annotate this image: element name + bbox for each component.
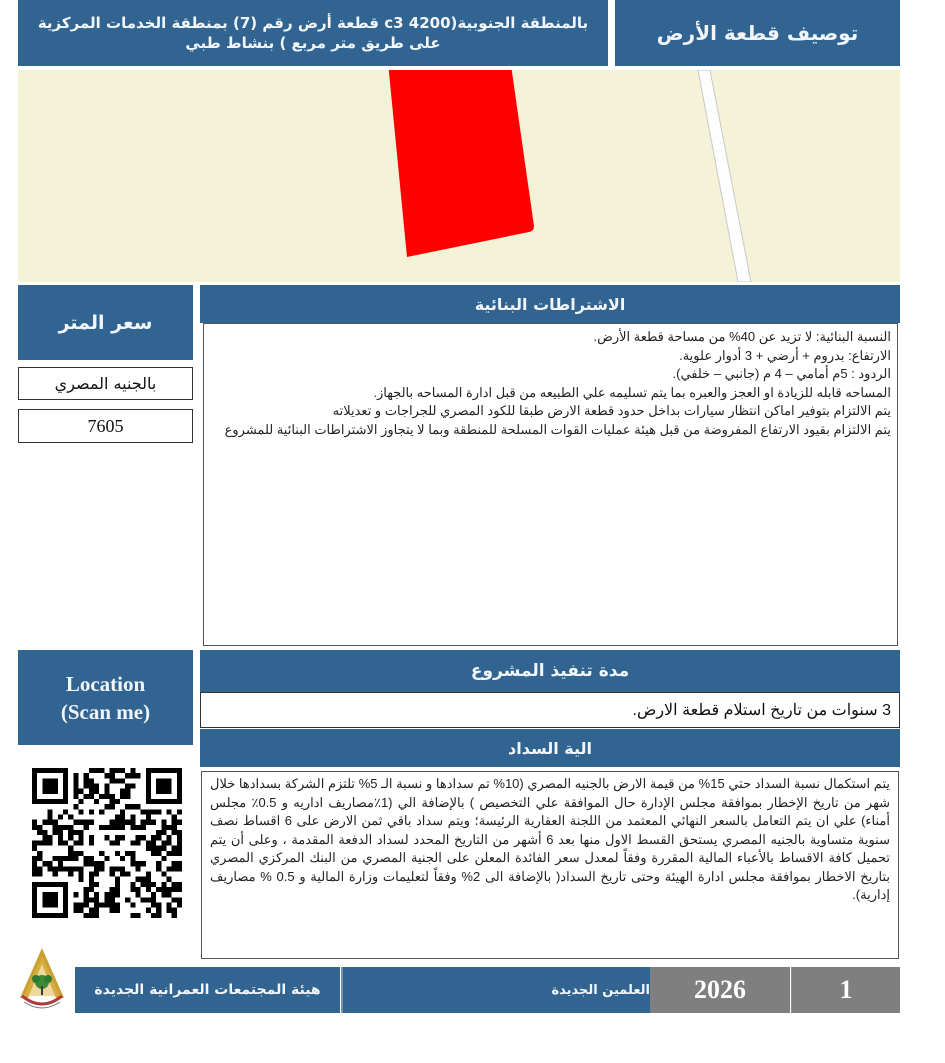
footer-city-text: العلمين الجديدة [551, 982, 650, 998]
price-per-meter-heading [18, 285, 193, 360]
footer-organization [75, 967, 340, 1013]
payment-text: يتم استكمال نسبة السداد حتي 15% من قيمة الارض بالجنيه المصري (10% تم سدادها و نسبة الـ 5% تلتزم الشركة بسدادها خلال شهر من تاريخ الإخطار بموافقة مجلس الإدارة حال الموافقة علي التخصيص ) بالإضافة الي (1٪مصاريف اداريه و 0.5٪ مجلس أمناء) علي ان يتم التعامل بالسعر النهائي المعتمد من اللجنة العقارية الرئيسة؛ ويتم سداد باقي ثمن الارض على 6 اقساط نصف سنوية متساوية بالجنيه المصري يستحق القسط الاول منها بعد 6 أشهر من التاريخ المحدد لسداد الدفعة المقدمة ، وعلى أن يتم تحميل كافة الاقساط بالأعباء المالية المقررة وفقاً لمعدل سعر الفائدة المعلن على الجنية المصري من البنك المركزي المصري بتاريخ الاخطار بموافقة مجلس ادارة الهيئة وحتى تاريخ السداد( بالإضافة الى 2% وفقاً لتعليمات وزارة المالية و 0.5 % مصاريف إدارية). [210, 776, 890, 902]
building-condition-line: النسبة البنائية: لا تزيد عن 40% من مساحة قطعة الأرض. [593, 329, 891, 344]
road [698, 70, 751, 282]
building-conditions-heading-text: الاشتراطات البنائية [474, 294, 626, 314]
page-heading-text: توصيف قطعة الأرض [656, 21, 859, 45]
price-value-text: 7605 [87, 415, 124, 436]
location-heading-line2: (Scan me) [60, 699, 151, 724]
plot-map [18, 70, 900, 282]
project-duration-text: 3 سنوات من تاريخ استلام قطعة الارض. [632, 702, 891, 719]
page-heading [615, 0, 900, 66]
footer-organization-text: هيئة المجتمعات العمرانية الجديدة [94, 982, 321, 998]
footer-year-text: 2026 [694, 975, 746, 1004]
footer-year [650, 967, 790, 1013]
footer-number [791, 967, 900, 1013]
project-duration-heading-text: مدة تنفيذ المشروع [470, 661, 630, 681]
price-currency [18, 367, 193, 400]
price-value [18, 409, 193, 443]
plot-map-drawing [18, 70, 900, 282]
qr-code-icon [32, 768, 182, 918]
location-qr-code[interactable] [32, 768, 182, 918]
project-duration-value [200, 692, 900, 728]
footer-number-text: 1 [839, 975, 853, 1004]
nuca-logo-icon [16, 946, 68, 1012]
project-duration-heading [200, 650, 900, 692]
plot-title-text: بالمنطقة الجنوبية(4200 c3 قطعة أرض رقم (7) بمنطقة الخدمات المركزية على طريق متر مربع ) بنشاط طبي [37, 14, 589, 52]
building-conditions-list [203, 323, 898, 646]
payment-mechanism-heading-text: الية السداد [508, 738, 593, 758]
location-heading [18, 650, 193, 745]
building-condition-line: يتم الالتزام بقيود الارتفاع المفروضة من قبل هيئة عمليات القوات المسلحة للمنطقة وبما لا يتجاوز الاشتراطات البنائية للمشروع [224, 421, 891, 437]
building-condition-line: الارتفاع: بدروم + أرضي + 3 أدوار علوية. [679, 347, 891, 363]
building-condition-line: يتم الالتزام بتوفير اماكن انتظار سيارات بداخل حدود قطعة الارض طبقا للكود المصري للجراجات و تعديلاته [332, 403, 891, 418]
nuca-logo [16, 946, 68, 1012]
price-currency-text: بالجنيه المصري [54, 374, 157, 393]
footer-city [343, 967, 650, 1013]
land-plot [387, 70, 534, 257]
payment-mechanism-text [201, 771, 899, 959]
price-heading-text: سعر المتر [58, 311, 153, 334]
building-condition-line: المساحه قابله للزيادة او العجز والعبره بما يتم تسليمه علي الطبيعه من قبل ادارة المساحه بالجهاز. [373, 384, 891, 400]
building-condition-line: الردود : 5م أمامي – 4 م (جانبي – خلفي). [672, 366, 891, 381]
plot-title [18, 0, 608, 66]
location-heading-line1: Location [65, 671, 146, 696]
building-conditions-heading [200, 285, 900, 323]
payment-mechanism-heading [200, 729, 900, 767]
